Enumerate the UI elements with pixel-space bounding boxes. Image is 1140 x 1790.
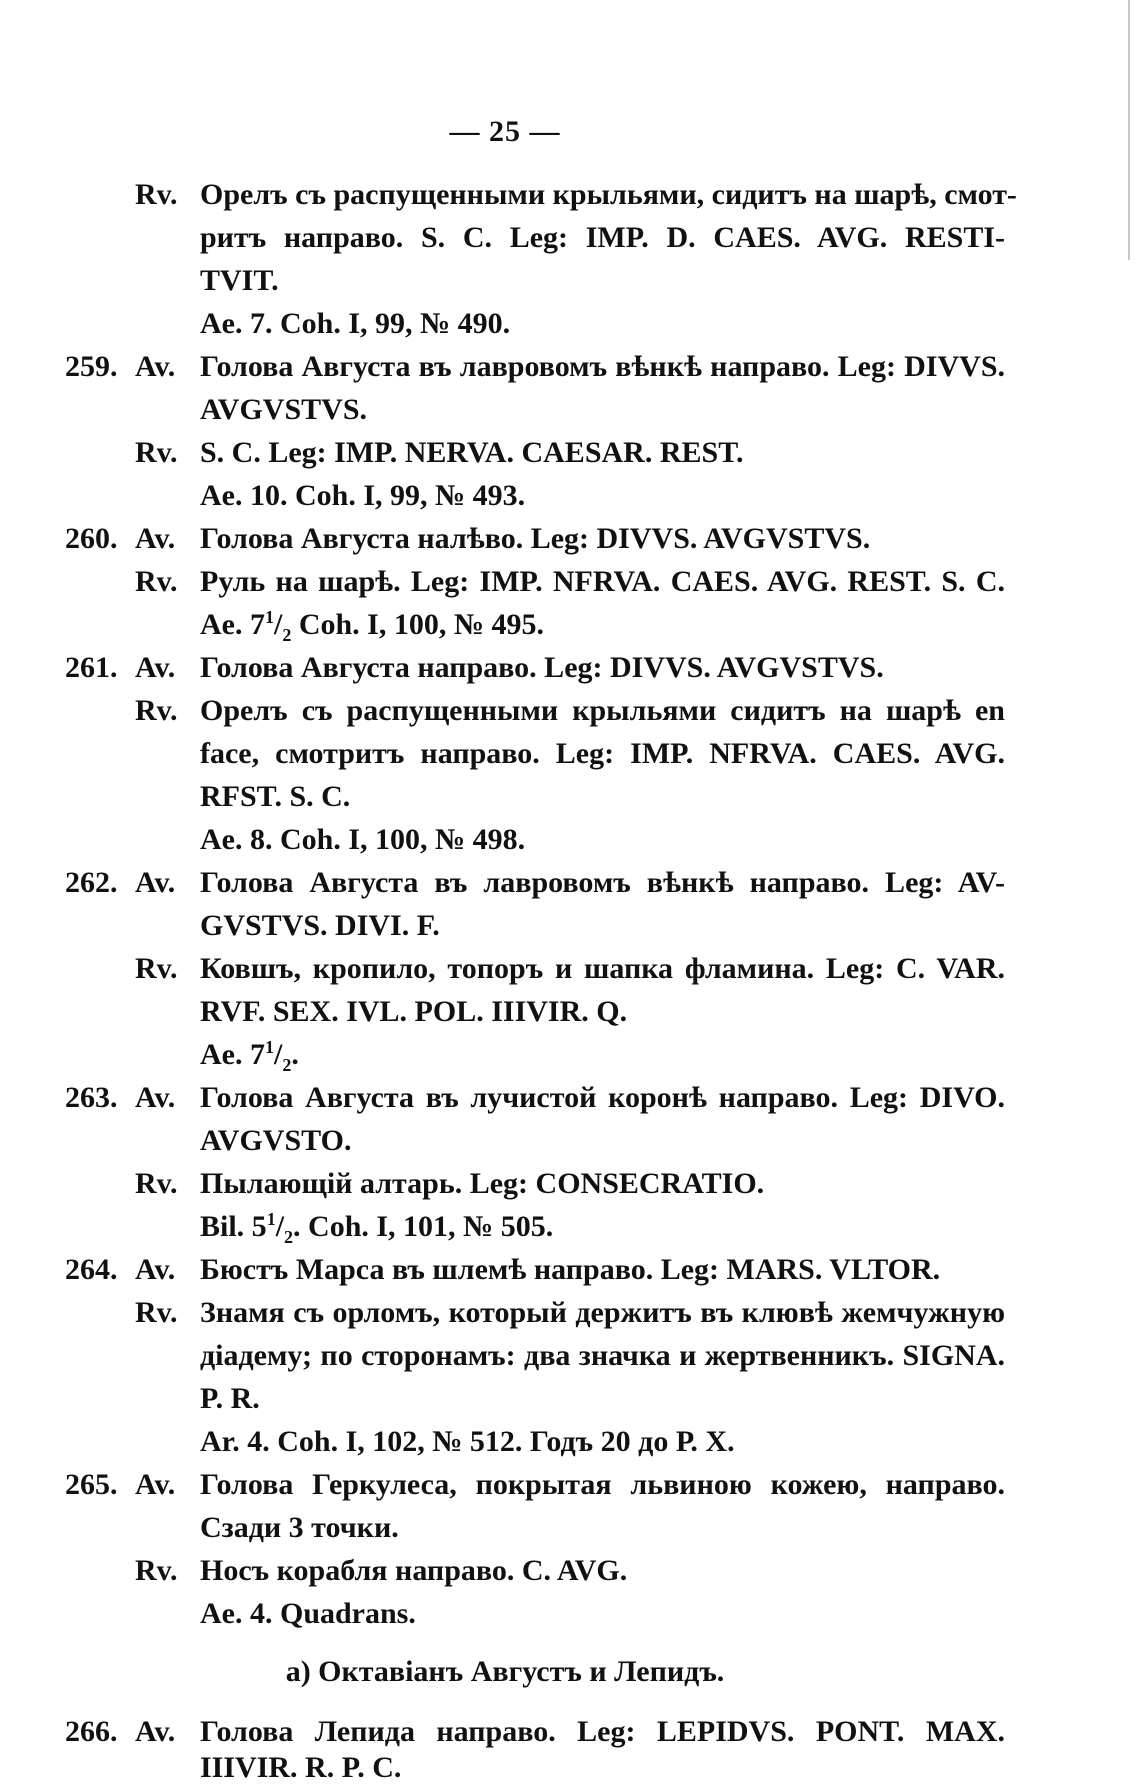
- line-text: ритъ направо. S. C. Leg: IMP. D. CAES. AVG. RESTI-: [200, 221, 1005, 254]
- fraction-slash: /: [273, 1038, 283, 1071]
- fraction-numerator: 1: [264, 607, 274, 627]
- reverse-label: Rv.: [135, 1554, 178, 1587]
- line-text: AVGVSTO.: [200, 1124, 352, 1157]
- fraction-denominator: 2: [282, 1055, 292, 1075]
- fraction-numerator: 1: [264, 1037, 274, 1057]
- line-text: Голова Лепида направо. Leg: LEPIDVS. PONT. MAX.: [200, 1715, 1005, 1748]
- line-text: RVF. SEX. IVL. POL. IIIVIR. Q.: [200, 995, 628, 1028]
- reverse-label: Rv.: [135, 1296, 178, 1329]
- entry-number: 264.: [65, 1253, 118, 1286]
- line-text: Голова Августа въ лучистой коронѣ направо. Leg: DIVO.: [200, 1081, 1005, 1114]
- ref-suffix: .: [291, 1038, 299, 1071]
- obverse-label: Av.: [135, 1253, 176, 1286]
- line-text: S. C. Leg: IMP. NERVA. CAESAR. REST.: [200, 436, 744, 469]
- fraction-numerator: 1: [266, 1209, 276, 1229]
- entry-number: 265.: [65, 1468, 118, 1501]
- obverse-label: Av.: [135, 1715, 176, 1748]
- line-text: GVSTVS. DIVI. F.: [200, 909, 440, 942]
- line-text: Ar. 4. Coh. I, 102, № 512. Годъ 20 до Р. Х.: [200, 1425, 735, 1458]
- line-text: Руль на шарѣ. Leg: IMP. NFRVA. CAES. AVG. REST. S. C.: [200, 565, 1005, 598]
- line-text: RFST. S. C.: [200, 780, 351, 813]
- line-text: TVIT.: [200, 264, 279, 297]
- entry-number: 266.: [65, 1715, 118, 1748]
- line-text: Ковшъ, кропило, топоръ и шапка фламина. Leg: C. VAR.: [200, 952, 1005, 985]
- ref-prefix: Ae. 7: [200, 608, 265, 641]
- line-text: [200, 1207, 553, 1247]
- line-text: [200, 605, 544, 645]
- line-text: IIIVIR. R. P. C.: [200, 1751, 402, 1784]
- line-text: діадему; по сторонамъ: два значка и жертвенникъ. SIGNA.: [200, 1339, 1005, 1372]
- ref-suffix: Coh. I, 100, № 495.: [291, 608, 544, 641]
- line-text: Ae. 8. Coh. I, 100, № 498.: [200, 823, 526, 856]
- obverse-label: Av.: [135, 651, 176, 684]
- line-text: Ae. 10. Coh. I, 99, № 493.: [200, 479, 526, 512]
- page-number: — 25 —: [449, 115, 561, 148]
- entry-number: 262.: [65, 866, 118, 899]
- reverse-label: Rv.: [135, 694, 178, 727]
- line-text: Голова Геркулеса, покрытая львиною кожею, направо.: [200, 1468, 1005, 1501]
- obverse-label: Av.: [135, 522, 176, 555]
- entry-number: 259.: [65, 350, 118, 383]
- obverse-label: Av.: [135, 1468, 176, 1501]
- reverse-label: Rv.: [135, 436, 178, 469]
- page-edge-shadow: [1128, 0, 1130, 260]
- line-text: Сзади 3 точки.: [200, 1511, 399, 1544]
- fraction-denominator: 2: [282, 625, 292, 645]
- line-text: Орелъ съ распущенными крыльями сидитъ на шарѣ en: [200, 694, 1005, 727]
- section-title: а) Октавіанъ Августъ и Лепидъ.: [285, 1655, 725, 1688]
- line-text: AVGVSTVS.: [200, 393, 368, 426]
- line-text: P. R.: [200, 1382, 260, 1415]
- fraction-denominator: 2: [284, 1227, 294, 1247]
- fraction-slash: /: [275, 1210, 285, 1243]
- obverse-label: Av.: [135, 866, 176, 899]
- ref-prefix: Bil. 5: [200, 1210, 267, 1243]
- ref-prefix: Ae. 7: [200, 1038, 265, 1071]
- line-text: Голова Августа налѣво. Leg: DIVVS. AVGVSTVS.: [200, 522, 871, 555]
- line-text: Орелъ съ распущенными крыльями, сидитъ на шарѣ, смот-: [200, 178, 1017, 211]
- line-text: Знамя съ орломъ, который держитъ въ клювѣ жемчужную: [200, 1296, 1005, 1329]
- line-text: Голова Августа въ лавровомъ вѣнкѣ направо. Leg: AV-: [200, 866, 1005, 899]
- obverse-label: Av.: [135, 1081, 176, 1114]
- entry-number: 263.: [65, 1081, 118, 1114]
- line-text: Пылающій алтарь. Leg: CONSECRATIO.: [200, 1167, 765, 1200]
- reverse-label: Rv.: [135, 1167, 178, 1200]
- fraction-slash: /: [273, 608, 283, 641]
- line-text: Ae. 4. Quadrans.: [200, 1597, 416, 1630]
- ref-suffix: . Coh. I, 101, № 505.: [293, 1210, 554, 1243]
- line-text: face, смотритъ направо. Leg: IMP. NFRVA. CAES. AVG.: [200, 737, 1005, 770]
- entry-number: 260.: [65, 522, 118, 555]
- obverse-label: Av.: [135, 350, 176, 383]
- line-text: Голова Августа въ лавровомъ вѣнкѣ направо. Leg: DIVVS.: [200, 350, 1005, 383]
- reverse-label: Rv.: [135, 565, 178, 598]
- reverse-label: Rv.: [135, 952, 178, 985]
- line-text: Голова Августа направо. Leg: DIVVS. AVGVSTVS.: [200, 651, 884, 684]
- line-text: [200, 1035, 299, 1075]
- line-text: Носъ корабля направо. C. AVG.: [200, 1554, 628, 1587]
- line-text: Ae. 7. Coh. I, 99, № 490.: [200, 307, 511, 340]
- line-text: Бюстъ Марса въ шлемѣ направо. Leg: MARS. VLTOR.: [200, 1253, 941, 1286]
- entry-number: 261.: [65, 651, 118, 684]
- reverse-label: Rv.: [135, 178, 178, 211]
